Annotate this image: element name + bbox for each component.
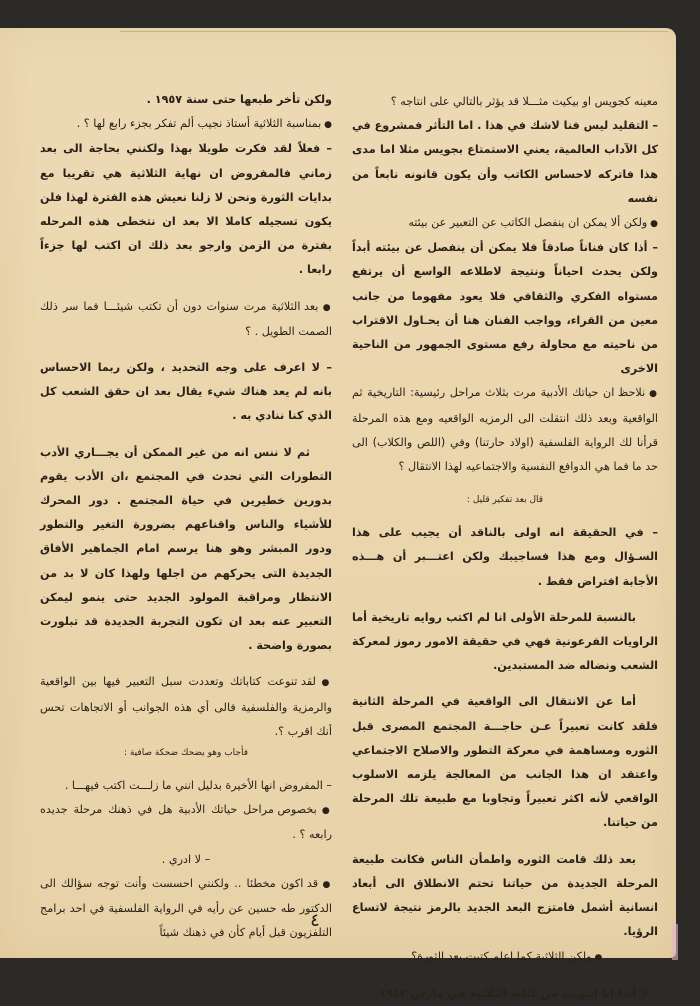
paragraph-first-phase: بالنسبة للمرحلة الأولى انا لم اكتب روايه تاريخية أما الراويات الفرعونية فهي في حقيقة الامور رموز لمعركة الشعب ونضاله ضد المستبدين. [352,610,658,673]
paragraph-literature-role: ثم لا ننس انه من غير الممكن أن يجـــاري الأدب التطورات التي تحدث في المجتمع ،ان الأدب يقوم بدورين خطيرين في حياة المجتمع . دور المحرك للأشياء والناس واقناعهم بضرورة التغير والتطور ودور المبشر وهو هنا يرسم امام الجماهير الأفاق الجديدة التى يحركهم من اجلها ولهذا كان لا بد من الانتظار ومراقبة المولود الجديد حتى ينمو ليمكن التعبير عنه بعد ان تكون التجربة الجديدة قد تبلورت بصورة واضحة . [40,445,332,653]
narration-laugh: فأجاب وهو يضحك ضحكة صافية : [123,748,249,759]
paragraph-answer-silence: – لا اعرف على وجه التحديد ، ولكن ربما الاحساس بانه لم يعد هناك شيء يقال بعد ان حقق الشعب كل الذي كنا ننادي به . [40,361,332,423]
narration-note: قال بعد تفكير قليل : [466,495,544,506]
paragraph-printing-delay: ولكن تأخر طبعها حتى سنة ١٩٥٧ . [146,93,332,106]
paragraph-question-styles: ● لقد تنوعت كتاباتك وتعددت سبل التعبير فيها بين الواقعية والرمزية والفلسفية فالى أي هذه الجوانب أو الاتجاهات تحس أنك اقرب ؟. [40,670,332,744]
paragraph-question-cont: معينه كجويس او بيكيت مثـــلا قد يؤثر بالتالي على انتاجه ؟ [390,95,658,108]
paragraph-question-silence: ● بعد الثلاثية مرت سنوات دون أن تكتب شيئـــا فما سر ذلك الصمت الطويل . ؟ [40,295,332,344]
paragraph-question-fourth-part: ● بمناسبة الثلاثية أستاذ نجيب ألم تفكر بجزء رابع لها ؟ . [40,112,332,137]
paragraph-question-taha-hussein: ● قد اكون مخطئا .. ولكنني احسست وأنت توجه سؤالك الى الدكتور طه حسين عن رأيه في الرواية الفلسفية في احد برامج التلفزيون قبل أيام كأن في ذهنك شيئاً [40,872,332,946]
paragraph-question-trilogy: ● ولكن الثلاثية كما اعلم كتبت بعد الثورة؟. [352,945,658,970]
left-column [40,88,332,946]
page-edge [120,28,668,32]
page-number: ٤ [310,910,320,931]
paragraph-answer-styles: – المفروض انها الأخيرة بدليل انني ما زلـــت اكتب فيهـــا . [64,779,332,793]
right-column [352,90,658,1006]
paragraph-second-phase: أما عن الانتقال الى الواقعية في المرحلة الثانية فلقد كانت تعبيراً عـن حاجـــة المجتمع المصرى قبل الثوره ومساهمة في معركة التطور والاصلاح الاجتماعي واعتقد ان هذا الجانب من المعالجة يلزمه الاسلوب الواقعي لأنه اكثر تعبيراً وتجاوبا مع طبيعة تلك المرحلة من حياتنا. [352,695,658,830]
library-stamp [672,924,678,960]
paragraph-answer-dont-know: – لا ادري . [161,852,211,866]
paragraph-question-phases: ● نلاحظ ان حياتك الأدبية مرت بثلاث مراحل رئيسية: التاريخية ثم الواقعية وبعد ذلك انتقلت الى الرمزيه الواقعيه ومع هذه المرحلة قرأنا لك الرواية الفلسفية (اولاد حارتنا) وفي (اللص والكلاب) الى حد ما فما هي الدوافع النفسية والاجتماعيه لهذا الانتقال ؟ [352,381,658,479]
paragraph-question-new-phase: ● بخصوص مراحل حياتك الأدبية هل في ذهنك مرحلة جديده رابعه ؟ . [40,798,332,847]
paragraph-answer-environment: – أذا كان فناناً صادقاً فلا يمكن أن ينفصل عن بيئته أبداً ولكن يحدث احياناً ونتيجة لاطلاعه الواسع أن يرتفع مستواه الفكري والثقافي فلا يعود مفهوما من جانب معين من القراء، وواجب الفنان هنا أن يحـاول الاقتراب من ناحيته مع محاولة رفع مستوى الجمهور من الناحية الاخرى [352,241,658,376]
magazine-page [0,28,676,1000]
paragraph-answer-critic: – في الحقيقة انه اولى بالناقد أن يجيب على هذا السـؤال ومع هذا فساجيبك ولكن اعتـــبر أن هـــذه الأجابة افتراض فقط . [352,526,658,588]
paragraph-question-environment: ● ولكن ألا يمكن ان ينفصل الكاتب عن التعبير عن بيئته [352,211,658,236]
paragraph-answer-trilogy: – لا أبدا انا انتهيت من كتابة الثلاثية في مارس ١٩٥٢ [379,986,658,1000]
paragraph-third-phase: بعد ذلك قامت الثوره واطمأن الناس فكانت طبيعة المرحلة الجديدة من حياتنا تحتم الانطلاق الى أبعاد انسانية أشمل فامتزج البعد الجديد بالرمز نتيجة لاتساع الرؤيا. [352,852,658,939]
paragraph-answer-fourth-part: – فعلاً لقد فكرت طويلا بهذا ولكنني بحاجة الى بعد زماني فالمفروض ان نهاية الثلاثية هي تقريبا مع بدايات الثورة ونحن لا زلنا نعيش هذه الفترة لهذا فلن يكون تسجيله كاملا الا بعد ان نتخطى هذه المرحله بفترة من الزمن وارجو بعد ذلك ان اكتب لها جزءاً رابعا . [40,142,332,277]
paragraph-answer-imitation: – التقليد ليس فنا لاشك في هذا . اما التأثر فمشروع في كل الآداب العالمية، يعني الاستمتاع بجويس مثلا اما مدى هذا فاتركه لاحساس الكاتب وأن يكون قانونه نابعاً من نفسه [352,119,658,205]
